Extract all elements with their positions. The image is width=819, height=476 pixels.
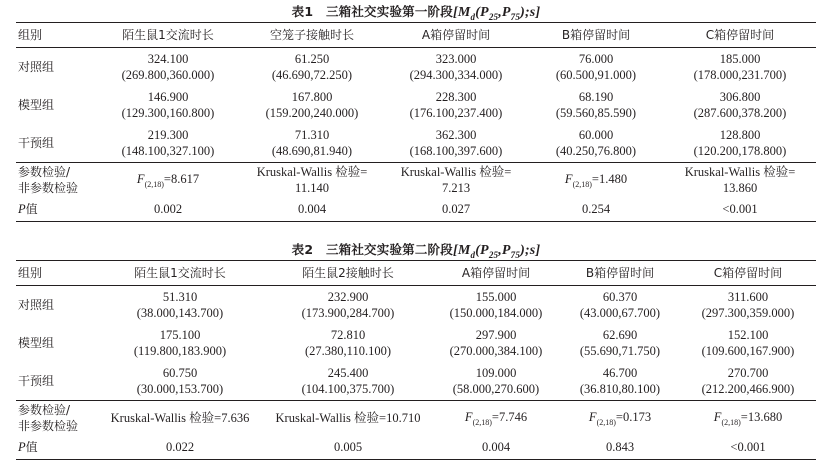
table-cell: 185.000 (178.000,231.700) (693, 52, 787, 82)
table-2 (16, 240, 816, 460)
column-header: 陌生鼠1交流时长 (96, 23, 240, 48)
table-cell: 245.400 (104.100,375.700) (301, 366, 395, 396)
table-cell: 51.310 (38.000,143.700) (136, 290, 224, 320)
table-cell: 71.310 (48.690,81.940) (271, 128, 353, 158)
group-label: 对照组 (18, 60, 55, 74)
column-header: 陌生鼠1交流时长 (96, 261, 264, 286)
p-value-cell: 0.022 (96, 435, 264, 460)
column-header: 空笼子接触时长 (240, 23, 384, 48)
table-1-caption (16, 2, 816, 22)
table-row (16, 124, 816, 163)
column-header: C箱停留时间 (680, 261, 816, 286)
group-label: 模型组 (18, 98, 55, 112)
p-value-cell: 0.027 (384, 197, 528, 222)
header-row (16, 23, 816, 48)
test-cell: $F_{(2,18)}=7.746$ (432, 401, 560, 436)
table-cell: 362.300 (168.100,397.600) (409, 128, 503, 158)
table-cell: 60.750 (30.000,153.700) (136, 366, 224, 396)
table-cell: 219.300 (148.100,327.100) (121, 128, 215, 158)
p-value-cell: <0.001 (680, 435, 816, 460)
test-cell: Kruskal-Wallis 检验=7.636 (96, 401, 264, 436)
p-value-cell: 0.004 (432, 435, 560, 460)
table-cell: 76.000 (60.500,91.000) (555, 52, 637, 82)
column-header: A箱停留时间 (432, 261, 560, 286)
caption-formula: $[M_d(P_{25},P_{75});s]$ (452, 243, 541, 260)
group-label: 干预组 (18, 136, 55, 150)
table-cell: 46.700 (36.810,80.100) (579, 366, 661, 396)
table-cell: 68.190 (59.560,85.590) (555, 90, 637, 120)
table-cell: 109.000 (58.000,270.600) (452, 366, 540, 396)
column-header: B箱停留时间 (528, 23, 664, 48)
p-value-cell: 0.254 (528, 197, 664, 222)
table-cell: 72.810 (27.380,110.100) (305, 328, 391, 358)
table-cell: 146.900 (129.300,160.800) (121, 90, 215, 120)
test-row (16, 401, 816, 436)
table-row (16, 286, 816, 325)
p-value-cell: 0.005 (264, 435, 432, 460)
table-cell: 270.700 (212.200,466.900) (701, 366, 795, 396)
table-cell: 167.800 (159.200,240.000) (265, 90, 359, 120)
table-row (16, 324, 816, 362)
table-cell: 60.370 (43.000,67.700) (579, 290, 661, 320)
column-header: 陌生鼠2接触时长 (264, 261, 432, 286)
table-cell: 62.690 (55.690,71.750) (579, 328, 661, 358)
table-2-grid (16, 260, 816, 460)
table-cell: 175.100 (119.800,183.900) (133, 328, 227, 358)
header-row (16, 261, 816, 286)
p-value-cell: 0.843 (560, 435, 680, 460)
p-value-cell: 0.004 (240, 197, 384, 222)
table-cell: 323.000 (294.300,334.000) (409, 52, 503, 82)
table-cell: 311.600 (297.300,359.000) (701, 290, 795, 320)
table-cell: 152.100 (109.600,167.900) (701, 328, 795, 358)
p-value-label: P值 (16, 435, 96, 460)
test-label: 参数检验/ 非参数检验 (16, 163, 96, 198)
test-cell: Kruskal-Wallis 检验= 7.213 (384, 163, 528, 198)
table-2-caption (16, 240, 816, 260)
table-1-grid (16, 22, 816, 222)
test-cell: Kruskal-Wallis 检验= 13.860 (664, 163, 816, 198)
test-cell: Kruskal-Wallis 检验=10.710 (264, 401, 432, 436)
table-cell: 324.100 (269.800,360.000) (121, 52, 215, 82)
group-label: 模型组 (18, 336, 55, 350)
caption-formula: $[M_d(P_{25},P_{75});s]$ (452, 5, 541, 22)
column-header: 组别 (16, 23, 96, 48)
table-row (16, 86, 816, 124)
column-header: C箱停留时间 (664, 23, 816, 48)
table-cell: 128.800 (120.200,178.800) (693, 128, 787, 158)
column-header: 组别 (16, 261, 96, 286)
test-label: 参数检验/ 非参数检验 (16, 401, 96, 436)
test-row (16, 163, 816, 198)
table-cell: 228.300 (176.100,237.400) (409, 90, 503, 120)
column-header: A箱停留时间 (384, 23, 528, 48)
test-cell: $F_{(2,18)}=1.480$ (528, 163, 664, 198)
caption-title: 表1 三箱社交实验第一阶段 (291, 4, 453, 19)
test-cell: $F_{(2,18)}=8.617$ (96, 163, 240, 198)
test-cell: Kruskal-Wallis 检验= 11.140 (240, 163, 384, 198)
table-cell: 61.250 (46.690,72.250) (271, 52, 353, 82)
group-label: 对照组 (18, 298, 55, 312)
test-cell: $F_{(2,18)}=13.680$ (680, 401, 816, 436)
table-1 (16, 2, 816, 222)
p-value-row (16, 435, 816, 460)
table-cell: 155.000 (150.000,184.000) (449, 290, 543, 320)
column-header: B箱停留时间 (560, 261, 680, 286)
p-value-label: P值 (16, 197, 96, 222)
p-value-cell: 0.002 (96, 197, 240, 222)
p-value-cell: <0.001 (664, 197, 816, 222)
table-cell: 306.800 (287.600,378.200) (693, 90, 787, 120)
table-cell: 60.000 (40.250,76.800) (555, 128, 637, 158)
test-cell: $F_{(2,18)}=0.173$ (560, 401, 680, 436)
table-row (16, 362, 816, 401)
caption-title: 表2 三箱社交实验第二阶段 (291, 242, 453, 257)
p-value-row (16, 197, 816, 222)
table-cell: 297.900 (270.000,384.100) (449, 328, 543, 358)
table-cell: 232.900 (173.900,284.700) (301, 290, 395, 320)
table-row (16, 48, 816, 87)
group-label: 干预组 (18, 374, 55, 388)
